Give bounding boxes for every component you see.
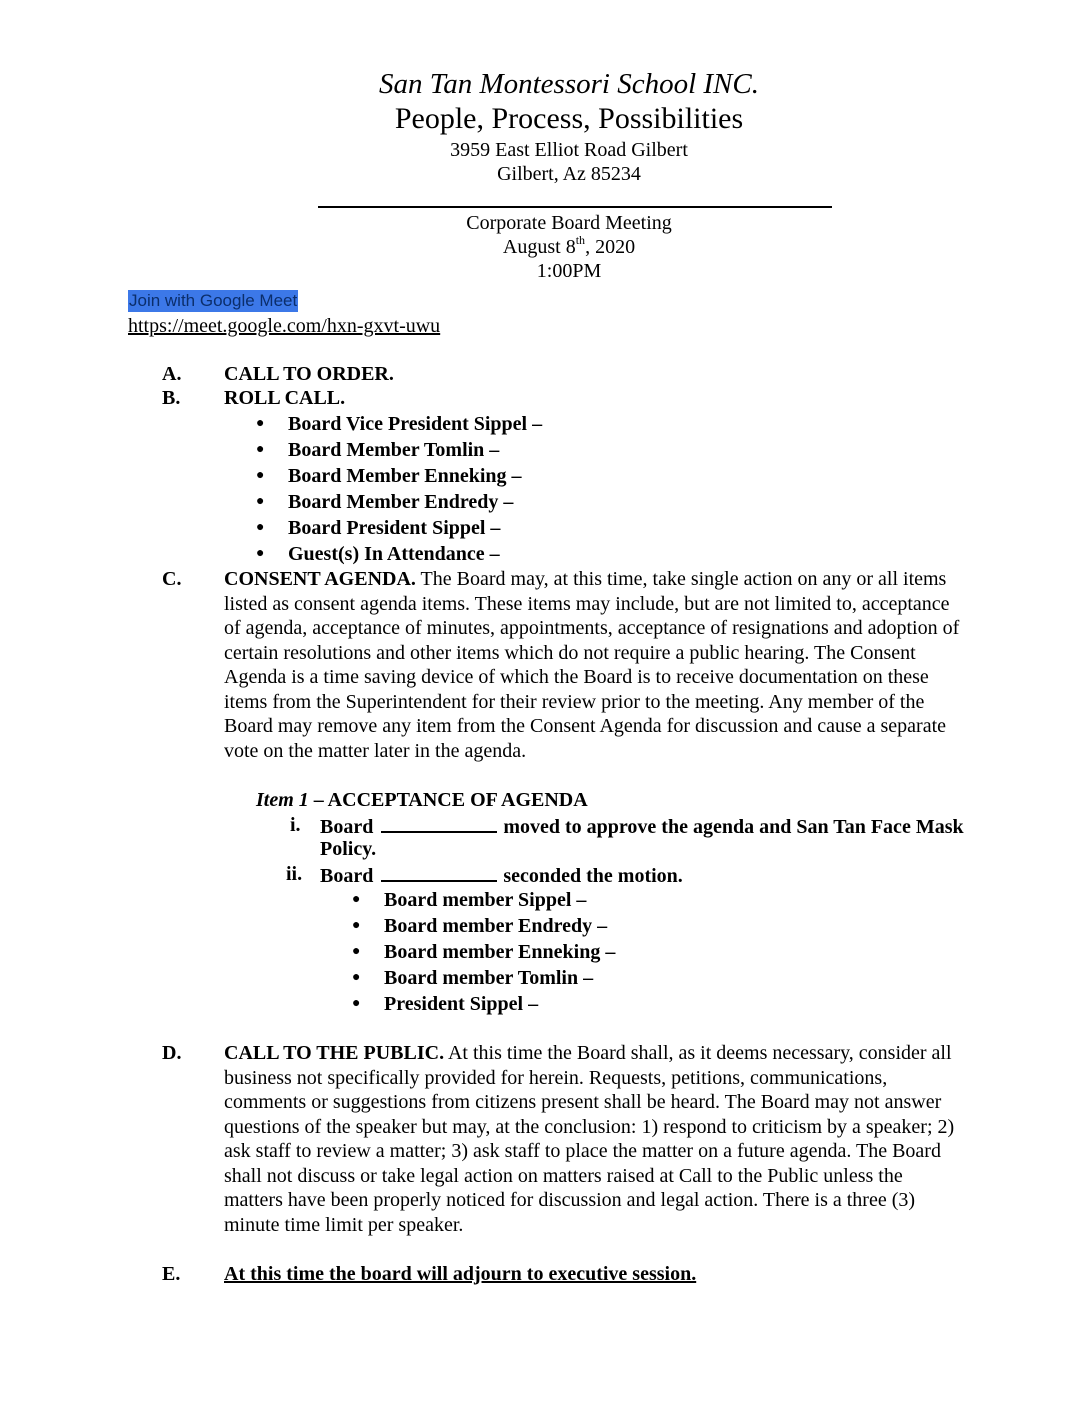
item-1-ii-number: ii. — [286, 863, 303, 885]
item-1-i-number: i. — [290, 814, 301, 836]
bullet-icon: ● — [352, 944, 361, 959]
join-google-meet-link[interactable]: Join with Google Meet — [129, 291, 298, 310]
bullet-icon: ● — [256, 468, 265, 483]
vote-item: Board member Enneking – — [384, 941, 616, 963]
roll-call-item: Board Member Endredy – — [288, 491, 514, 513]
vote-item: Board member Endredy – — [384, 915, 608, 937]
bullet-icon: ● — [256, 494, 265, 509]
section-d-letter: D. — [162, 1042, 182, 1064]
call-to-public-paragraph: CALL TO THE PUBLIC. At this time the Board shall, as it deems necessary, consider all business not specifically provided for herein. Requests, petitions, communications, comments or suggestions from citizens present shall be heard. The Board may not answer questions of the speaker but may, at the conclusion: 1) respond to criticism by a speaker; 2) ask staff to review a matter; 3) ask staff to place the matter on a future agenda. The Board shall not discuss or take legal action on matters raised at Call to the Public unless the matters have been properly noticed for discussion and legal action. There is a three (3) minute time limit per speaker. — [224, 1042, 955, 1236]
address-line-2: Gilbert, Az 85234 — [497, 163, 641, 185]
section-b-title: ROLL CALL. — [224, 387, 346, 409]
name-blank — [381, 862, 497, 882]
bullet-icon: ● — [256, 416, 265, 431]
vote-item: Board member Sippel – — [384, 889, 587, 911]
name-blank — [381, 813, 497, 833]
bullet-icon: ● — [256, 442, 265, 457]
section-e-letter: E. — [162, 1263, 181, 1285]
school-name: San Tan Montessori School INC. — [379, 68, 759, 100]
bullet-icon: ● — [352, 970, 361, 985]
meeting-time: 1:00PM — [536, 260, 602, 282]
consent-agenda-paragraph: CONSENT AGENDA. The Board may, at this time, take single action on any or all items listed as consent agenda items. These items may include, but are not limited to, acceptance of agenda, acceptance of minutes, appointments, acceptance of resignations and adoption of certain resolutions and other items which do not require a public hearing. The Consent Agenda is a time saving device of which the Board is to receive documentation on these items from the Superintendent for their review prior to the meeting. Any member of the Board may remove any item from the Consent Agenda for discussion and cause a separate vote on the matter later in the agenda. — [224, 568, 960, 762]
motion-line: Board moved to approve the agenda and San Tan Face Mask — [320, 813, 964, 839]
section-a-title: CALL TO ORDER. — [224, 363, 394, 385]
section-e-title: At this time the board will adjourn to executive session. — [224, 1263, 697, 1285]
meeting-type: Corporate Board Meeting — [466, 212, 672, 234]
meet-url-link[interactable]: https://meet.google.com/hxn-gxvt-uwu — [128, 315, 441, 337]
roll-call-item: Board Member Tomlin – — [288, 439, 500, 461]
header-divider — [318, 206, 832, 208]
meeting-date: August 8th, 2020 — [502, 233, 636, 258]
bullet-icon: ● — [256, 546, 265, 561]
section-c-title: CONSENT AGENDA. — [224, 568, 416, 590]
section-d-title: CALL TO THE PUBLIC. — [224, 1042, 445, 1064]
address-line-1: 3959 East Elliot Road Gilbert — [450, 139, 688, 161]
bullet-icon: ● — [352, 996, 361, 1011]
roll-call-item: Board President Sippel – — [288, 517, 501, 539]
bullet-icon: ● — [352, 892, 361, 907]
bullet-icon: ● — [352, 918, 361, 933]
vote-item: Board member Tomlin – — [384, 967, 594, 989]
roll-call-item: Guest(s) In Attendance – — [288, 543, 500, 565]
item-1-heading: Item 1 – ACCEPTANCE OF AGENDA — [256, 789, 588, 811]
school-tagline: People, Process, Possibilities — [394, 102, 744, 135]
roll-call-item: Board Vice President Sippel – — [288, 413, 543, 435]
section-b-letter: B. — [162, 387, 181, 409]
motion-line-continued: Policy. — [320, 838, 377, 860]
second-line: Board seconded the motion. — [320, 862, 683, 888]
section-a-letter: A. — [162, 363, 182, 385]
section-c-letter: C. — [162, 568, 182, 590]
bullet-icon: ● — [256, 520, 265, 535]
vote-item: President Sippel – — [384, 993, 539, 1015]
roll-call-item: Board Member Enneking – — [288, 465, 522, 487]
